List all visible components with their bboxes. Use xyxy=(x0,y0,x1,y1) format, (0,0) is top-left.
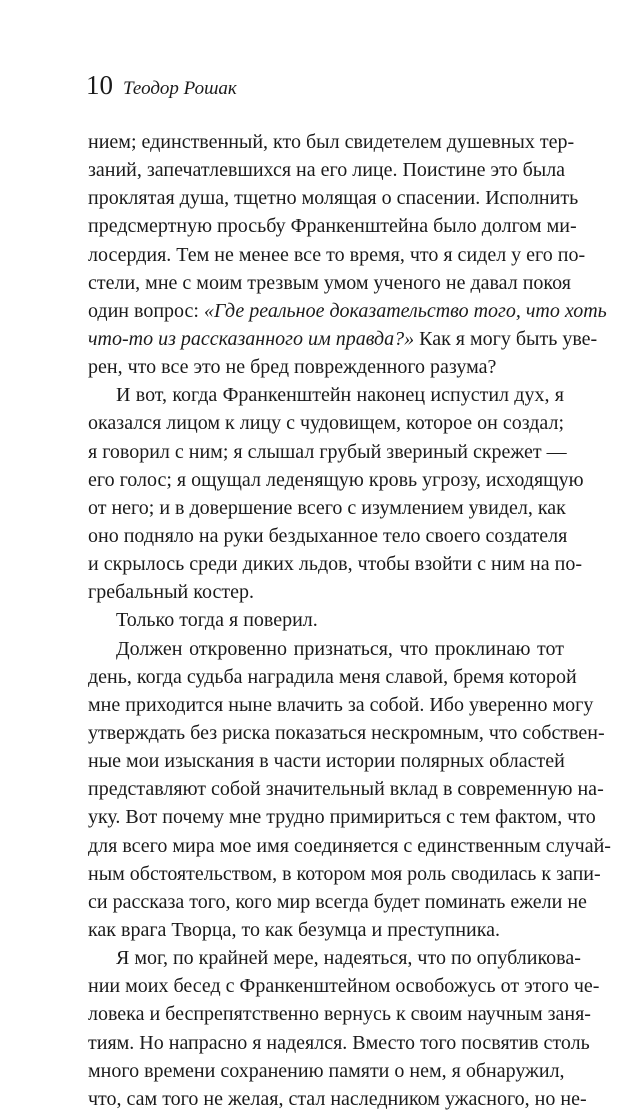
italic-quote: «Где реальное доказательство того, что хоть xyxy=(203,299,607,322)
text-line: рен, что все это не бред поврежденного разума? xyxy=(88,356,497,379)
text-line: мне приходится ныне влачить за собой. Ибо уверенно могу xyxy=(88,693,594,716)
italic-quote: что-то из рассказанного им правда?» xyxy=(88,327,415,350)
text-line: нием; единственный, кто был свидетелем душевных тер- xyxy=(88,131,575,153)
text-line: оказался лицом к лицу с чудовищем, которое он создал; xyxy=(88,412,564,435)
text-line: как врага Творца, то как безумца и преступника. xyxy=(88,918,501,941)
text-line: уку. Вот почему мне трудно примириться с тем фактом, что xyxy=(88,806,596,829)
text-run: Как я могу быть уве- xyxy=(414,327,598,350)
text-line: предсмертную просьбу Франкенштейна было долгом ми- xyxy=(88,215,577,238)
text-line: Должен откровенно признаться, что проклинаю тот xyxy=(116,637,564,660)
text-line: его голос; я ощущал леденящую кровь угрозу, исходящую xyxy=(88,468,584,491)
text-line: Я мог, по крайней мере, надеяться, что по опубликова- xyxy=(116,947,581,970)
body-text xyxy=(88,128,611,1113)
text-line: от него; и в довершение всего с изумлением увидел, как xyxy=(88,496,566,519)
text-line: ные мои изыскания в части истории полярных областей xyxy=(88,750,565,773)
text-line: ным обстоятельством, в котором моя роль сводилась к запи- xyxy=(88,862,601,885)
running-head-author: Теодор Рошак xyxy=(123,78,237,99)
text-line: тиям. Но напрасно я надеялся. Вместо того посвятив столь xyxy=(88,1031,590,1054)
text-line: ловека и беспрепятственно вернусь к своим научным заня- xyxy=(88,1003,591,1026)
text-line: день, когда судьба наградила меня славой, бремя которой xyxy=(88,665,577,688)
text-line: проклятая душа, тщетно молящая о спасении. Исполнить xyxy=(88,187,579,210)
text-line xyxy=(88,325,598,353)
text-line: стели, мне с моим трезвым умом ученого не давал покоя xyxy=(88,271,571,294)
page-number: 10 xyxy=(86,70,113,100)
text-line: что, сам того не желая, стал наследником ужасного, но не- xyxy=(88,1087,587,1110)
text-line: для всего мира мое имя соединяется с единственным случай- xyxy=(88,834,611,857)
text-line: си рассказа того, кого мир всегда будет поминать ежели не xyxy=(88,890,587,913)
text-line: и скрылось среди диких льдов, чтобы взойти с ним на по- xyxy=(88,553,583,576)
text-run: один вопрос: xyxy=(88,299,204,322)
text-line: я говорил с ним; я слышал грубый звериный скрежет — xyxy=(88,440,567,463)
text-line: много времени сохранению памяти о нем, я обнаружил, xyxy=(88,1059,565,1082)
text-line: утверждать без риска показаться нескромным, что собствен- xyxy=(88,721,605,744)
text-line: лосердия. Тем не менее все то время, что я сидел у его по- xyxy=(88,243,586,266)
text-line: оно подняло на руки бездыханное тело своего создателя xyxy=(88,524,568,547)
text-line: И вот, когда Франкенштейн наконец испустил дух, я xyxy=(116,384,564,407)
text-line: представляют собой значительный вклад в современную на- xyxy=(88,778,604,801)
text-line: гребальный костер. xyxy=(88,581,254,604)
text-line: Только тогда я поверил. xyxy=(116,609,318,632)
text-line xyxy=(88,297,607,325)
text-line: нии моих бесед с Франкенштейном освобожусь от этого че- xyxy=(88,975,600,998)
text-line: заний, запечатлевшихся на его лице. Поистине это была xyxy=(88,159,566,182)
running-head xyxy=(86,70,237,105)
